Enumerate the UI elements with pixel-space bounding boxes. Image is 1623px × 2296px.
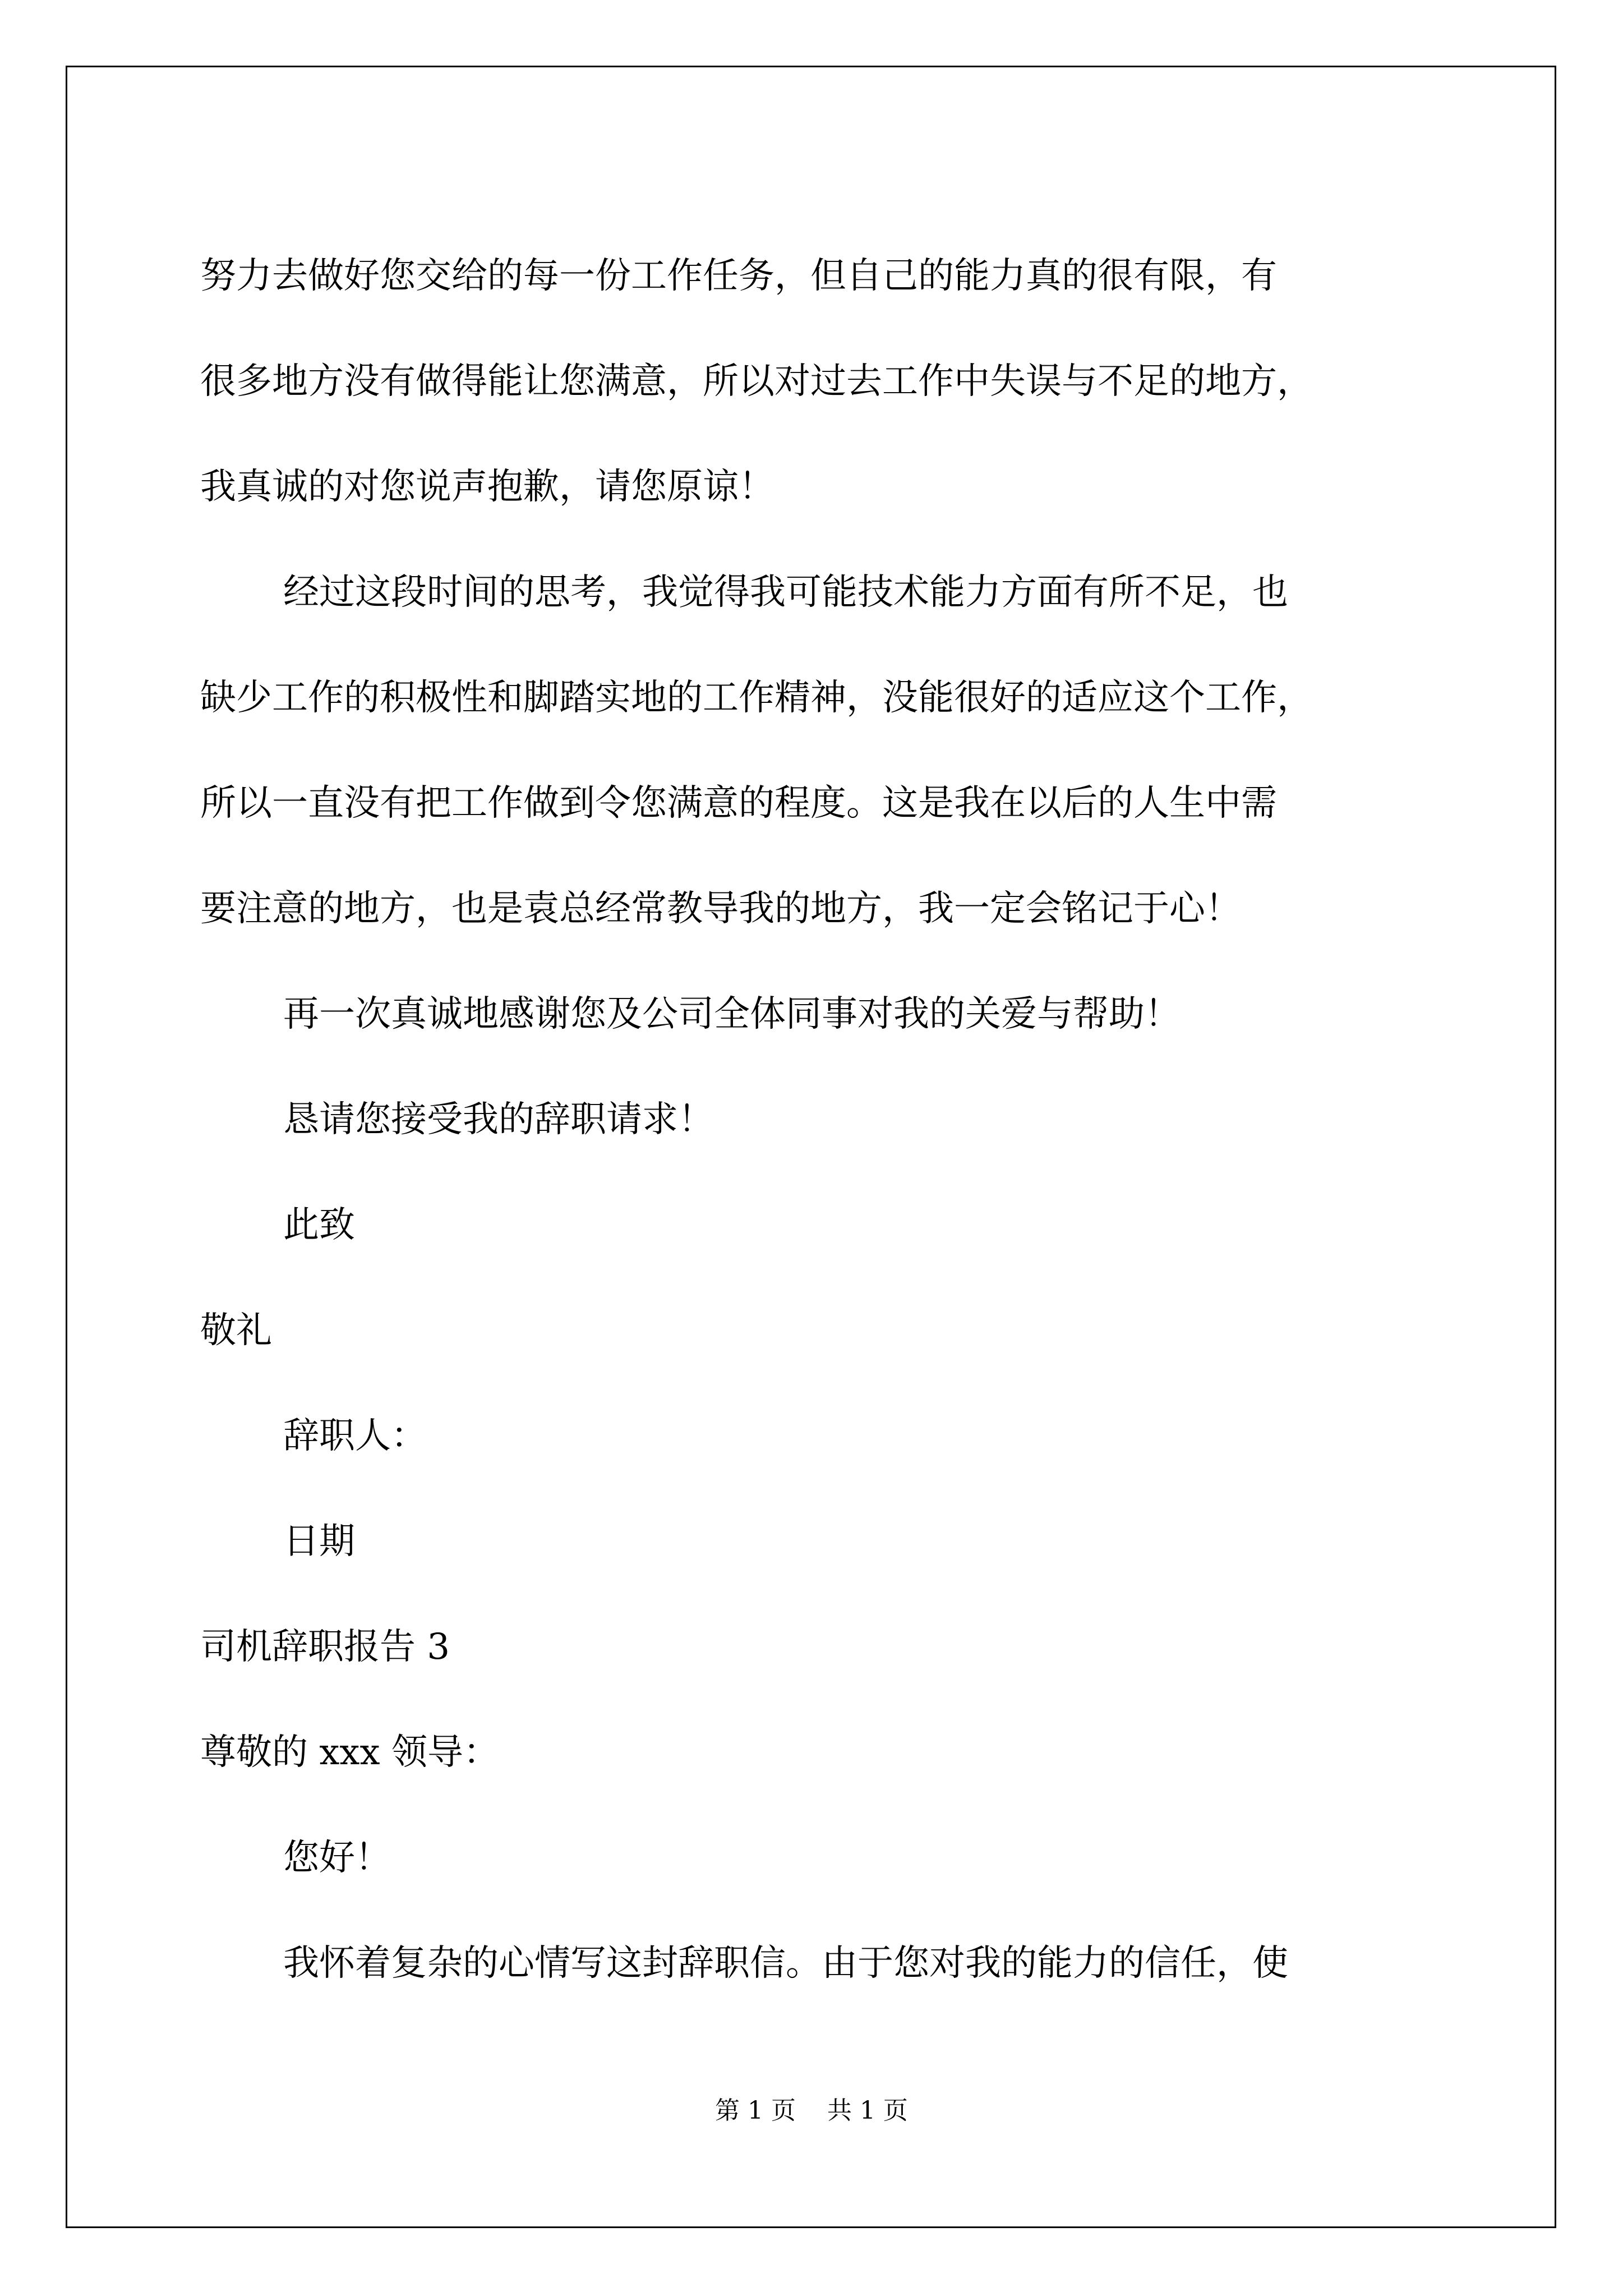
paragraph-line: 再一次真诚地感谢您及公司全体同事对我的关爱与帮助！ <box>283 993 1181 1035</box>
paragraph-line: 我怀着复杂的心情写这封辞职信。由于您对我的能力的信任，使 <box>283 1943 1288 1984</box>
paragraph-line: 缺少工作的积极性和脚踏实地的工作精神，没能很好的适应这个工作， <box>200 677 1313 719</box>
date-label: 日期 <box>283 1521 355 1562</box>
document-body <box>200 223 1440 2016</box>
paragraph-line: 要注意的地方，也是袁总经常教导我的地方，我一定会铭记于心！ <box>200 888 1241 930</box>
paragraph-line: 很多地方没有做得能让您满意，所以对过去工作中失误与不足的地方， <box>200 361 1313 402</box>
salutation: 敬礼 <box>200 1310 272 1351</box>
page-number: 第 1 页 共 1 页 <box>715 2096 908 2125</box>
paragraph-line: 恳请您接受我的辞职请求！ <box>283 1099 714 1140</box>
greeting: 尊敬的 xxx 领导： <box>200 1732 499 1773</box>
paragraph-line: 所以一直没有把工作做到令您满意的程度。这是我在以后的人生中需 <box>200 783 1277 824</box>
paragraph-line: 我真诚的对您说声抱歉，请您原谅！ <box>200 466 774 508</box>
closing-phrase: 此致 <box>283 1204 355 1246</box>
paragraph-line: 经过这段时间的思考，我觉得我可能技术能力方面有所不足，也 <box>283 572 1288 613</box>
paragraph-line: 努力去做好您交给的每一份工作任务，但自己的能力真的很有限，有 <box>200 255 1277 297</box>
greeting-line: 您好！ <box>283 1837 391 1879</box>
section-heading: 司机辞职报告 3 <box>200 1626 450 1668</box>
page-footer <box>0 2094 1623 2128</box>
signature-label: 辞职人： <box>283 1415 427 1457</box>
